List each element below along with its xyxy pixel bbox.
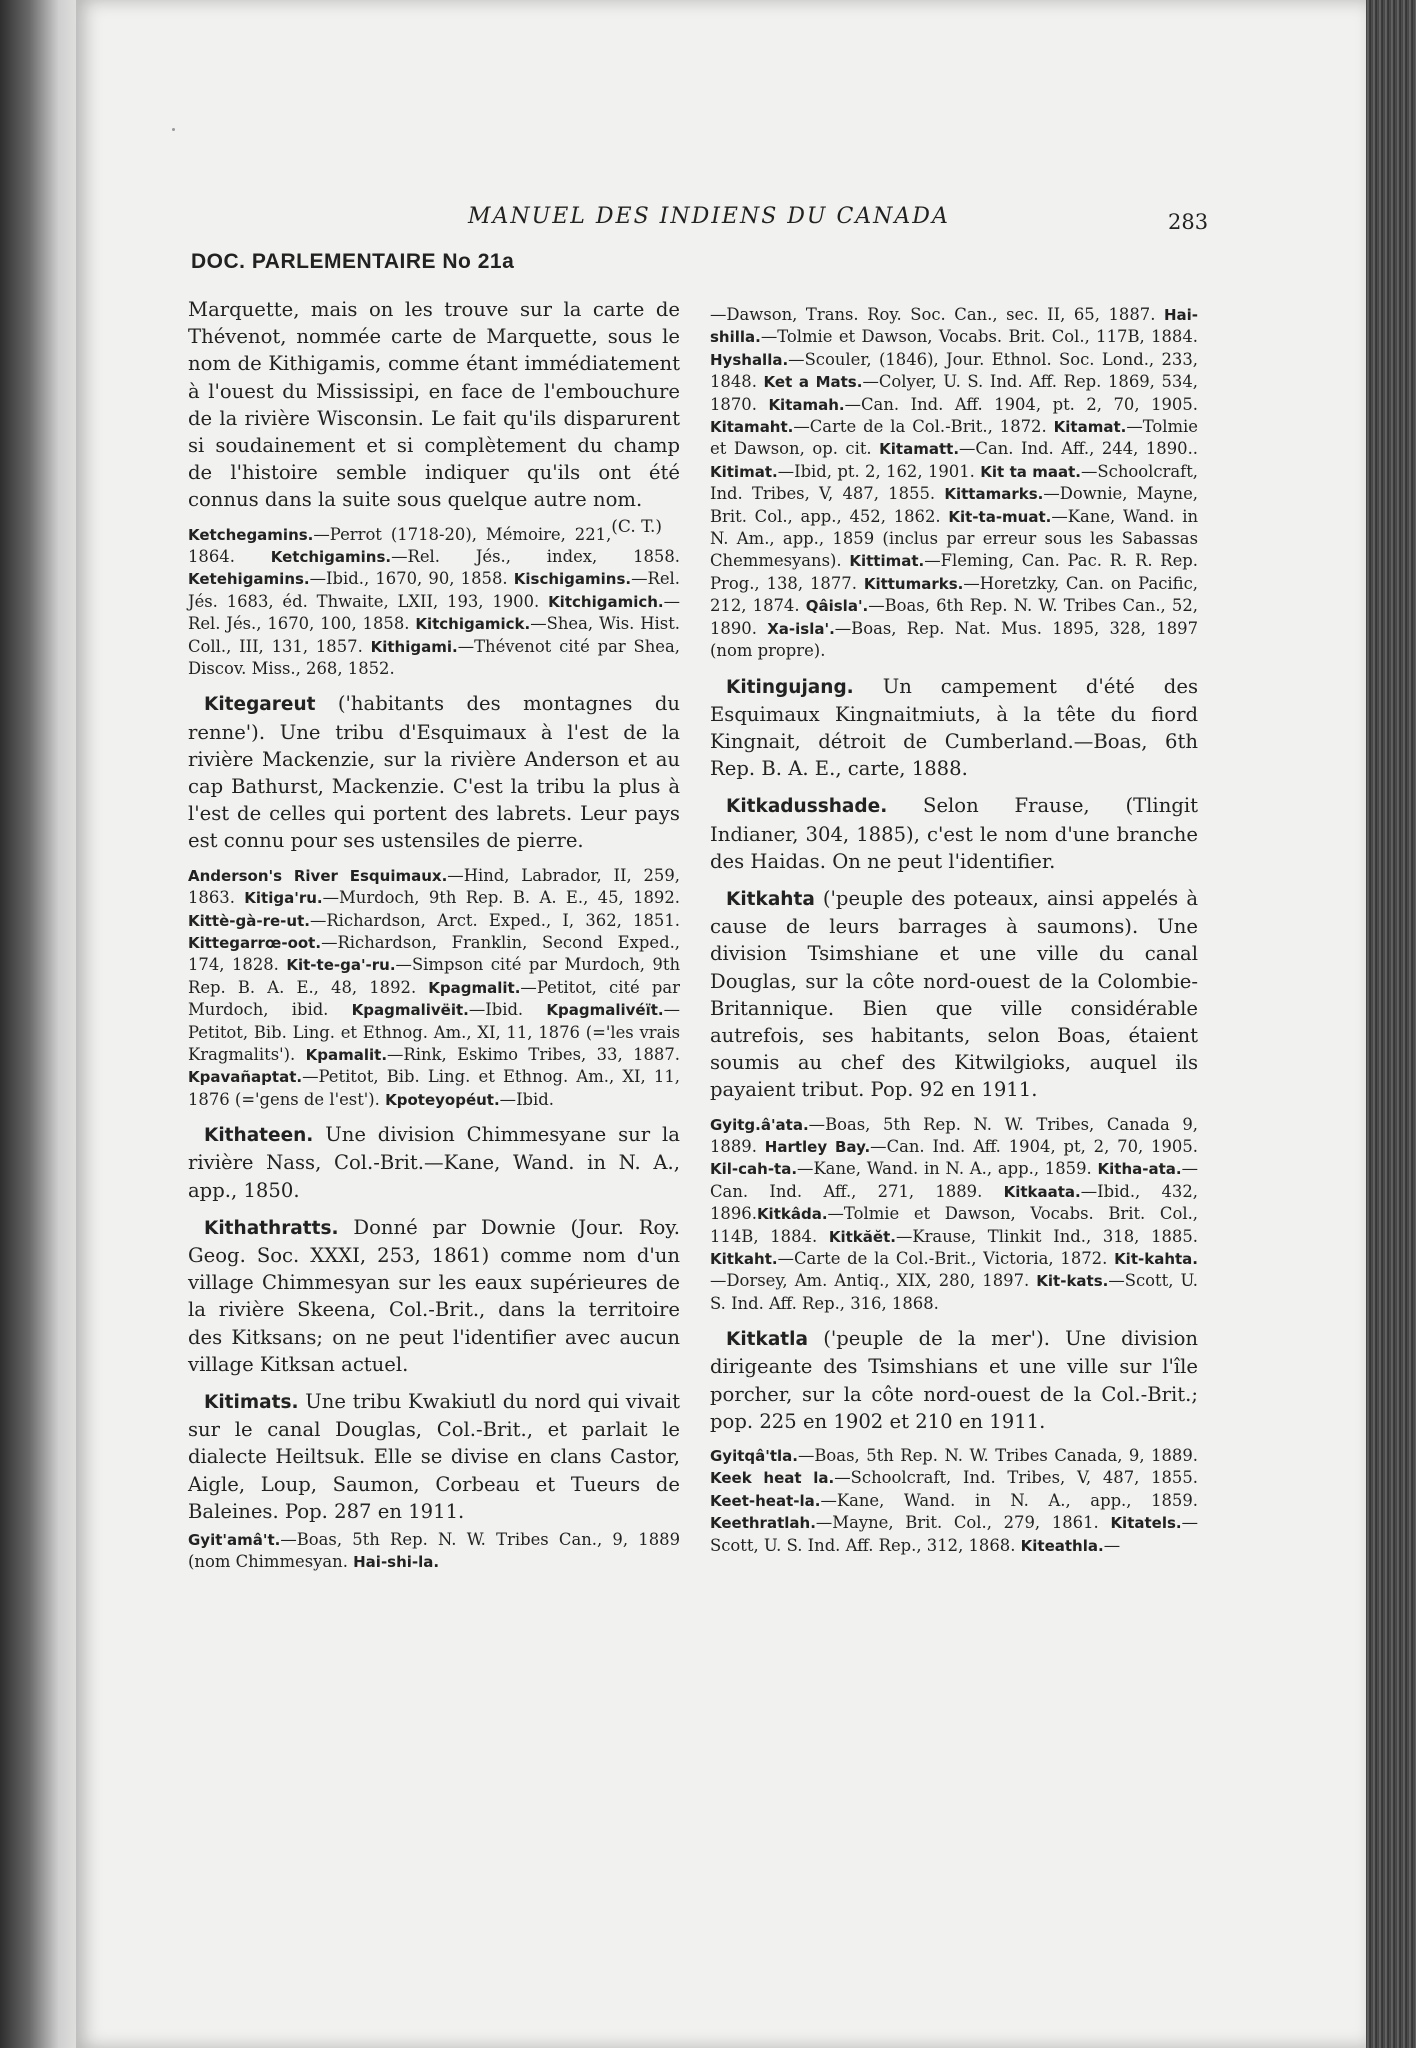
synonym-name: Kitchigamich.	[548, 592, 664, 611]
synonym-name: Hartley Bay.	[764, 1137, 871, 1156]
synonym-name: Kitchigamick.	[415, 615, 531, 634]
synonym-name: Kittimat.	[849, 552, 925, 571]
book-spine-shadow	[0, 0, 84, 2048]
synonym-citation: —Schoolcraft, Ind. Tribes, V, 487, 1855.	[710, 461, 1198, 504]
synonym-name: Kitkăĕt.	[828, 1227, 896, 1246]
synonym-citation: —Richardson, Franklin, Second Exped., 174, 1828.	[188, 932, 680, 975]
synonym-name: Kitamatt.	[879, 440, 960, 459]
synonym-citation: —Scott, U. S. Ind. Aff. Rep., 312, 1868.	[710, 1513, 1198, 1555]
right-column	[710, 304, 1198, 1567]
synonym-citation: —	[1103, 1535, 1121, 1555]
entry-text: ('peuple des poteaux, ainsi appelés à cause de leurs barrages à saumons). Une division Tsimshiane et une ville du canal Douglas, sur la côte nord-ouest de la Colombie-Britannique. Bien que ville considérable autrefois, ses habitants, selon Boas, étaient soumis au chef des Kitwilgioks, auquel ils payaient tribut. Pop. 92 en 1911.	[710, 886, 1198, 1102]
entry-kitkatla	[710, 1325, 1198, 1435]
synonym-citation: —Shea, Wis. Hist. Coll., III, 131, 1857.	[188, 614, 680, 656]
running-title: MANUEL DES INDIENS DU CANADA	[468, 204, 950, 229]
synonym-citation: —Can. Ind. Aff., 244, 1890..	[959, 439, 1198, 459]
synonym-citation: —Dawson, Trans. Roy. Soc. Can., sec. II, 65, 1887.	[710, 305, 1164, 324]
synonym-citation: —Can. Ind. Aff. 1904, pt, 2, 70, 1905.	[870, 1136, 1198, 1156]
synonym-citation: —Tolmie et Dawson, Vocabs. Brit. Col., 117B, 1884.	[760, 327, 1198, 347]
entry-headword: Kitkahta	[726, 888, 815, 910]
synonymy-block	[710, 1114, 1198, 1316]
synonym-citation: —Downie, Mayne, Brit. Col., app., 452, 1862.	[710, 484, 1198, 526]
synonym-citation: —Kane, Wand. in N. A., app., 1859.	[797, 1159, 1098, 1179]
entry-headword: Kithateen.	[204, 1125, 314, 1147]
synonym-citation: —Kane, Wand. in N. Am., app., 1859 (inclus par erreur sous les Sabassas Chemmesyans).	[710, 506, 1198, 571]
entry-headword: Kithathratts.	[204, 1217, 339, 1239]
synonym-citation: —Boas, 5th Rep. N. W. Tribes Canada, 9, 1889.	[798, 1446, 1198, 1466]
synonym-citation: —Can. Ind. Aff., 271, 1889.	[710, 1159, 1198, 1201]
synonym-citation: —Colyer, U. S. Ind. Aff. Rep. 1869, 534, 1870.	[710, 372, 1198, 414]
synonym-citation: —Ibid, pt. 2, 162, 1901.	[777, 461, 981, 481]
synonym-citation: —Carte de la Col.-Brit., 1872.	[793, 417, 1054, 437]
entry-kitegareut	[188, 690, 680, 854]
continuation-text: Marquette, mais on les trouve sur la carte de Thévenot, nommée carte de Marquette, sous le nom de Kithigamis, comme étant immédiatement à l'ouest du Mississipi, en face de l'embouchure de la rivière Wisconsin. Le fait qu'ils disparurent si soudainement et si complètement du champ de l'histoire semble indiquer qu'ils ont été connus dans la suite sous quelque autre nom.	[188, 298, 680, 512]
synonym-name: Kit-te-ga'-ru.	[286, 956, 396, 975]
synonym-citation: —Horetzky, Can. on Pacific, 212, 1874.	[710, 573, 1198, 616]
synonym-name: Kpavañaptat.	[188, 1068, 303, 1087]
entry-text: ('peuple de la mer'). Une division dirigeante des Tsimshians et une ville sur l'île porcher, sur la côte nord-ouest de la Col.-Brit.; pop. 225 en 1902 et 210 en 1911.	[710, 1327, 1198, 1433]
entry-text: Une division Chimmesyane sur la rivière Nass, Col.-Brit.—Kane, Wand. in N. A., app., 1850.	[188, 1123, 680, 1202]
synonym-citation: —Rel. Jés. 1683, éd. Thwaite, LXII, 193, 1900.	[188, 569, 680, 611]
synonym-citation: —Tolmie et Dawson, Vocabs. Brit. Col., 114B, 1884.	[710, 1204, 1198, 1246]
speck-mark	[172, 128, 175, 131]
synonym-name: Kischigamins.	[513, 570, 632, 589]
synonymy-block	[188, 865, 680, 1111]
entry-text: Une tribu Kwakiutl du nord qui vivait sur le canal Douglas, Col.-Brit., et parlait le dialecte Heiltsuk. Elle se divise en clans Castor, Aigle, Loup, Saumon, Corbeau et Tueurs de Baleines. Pop. 287 en 1911.	[188, 1389, 680, 1523]
synonym-citation: —Hind, Labrador, II, 259, 1863.	[188, 865, 680, 908]
synonym-name: Keethratlah.	[710, 1514, 816, 1533]
entry-headword: Kitingujang.	[726, 676, 854, 698]
synonym-name: Kitamah.	[768, 395, 845, 414]
entry-text: Donné par Downie (Jour. Roy. Geog. Soc. XXXI, 253, 1861) comme nom d'un village Chimmesyan sur les eaux supérieures de la rivière Skeena, Col.-Brit., dans la territoire des Kitksans; on ne peut l'identifier avec aucun village Kitksan actuel.	[188, 1215, 680, 1376]
entry-headword: Kitkatla	[726, 1329, 808, 1351]
synonymy-block	[188, 524, 680, 681]
synonym-name: Kiteathla.	[1020, 1536, 1104, 1555]
synonym-citation: —Boas, Rep. Nat. Mus. 1895, 328, 1897 (nom propre).	[710, 618, 1199, 661]
synonym-name: Ket a Mats.	[763, 373, 863, 392]
synonym-name: Kil-cah-ta.	[710, 1160, 798, 1179]
synonym-citation: —Fleming, Can. Pac. R. R. Rep. Prog., 138, 1877.	[710, 551, 1199, 593]
synonym-citation: —Boas, 6th Rep. N. W. Tribes Can., 52, 1890.	[710, 596, 1198, 638]
synonym-citation: —Ibid., 1670, 90, 1858.	[309, 569, 514, 589]
entry-text: ('habitants des montagnes du renne'). Une tribu d'Esquimaux à l'est de la rivière Mackenzie, sur la rivière Anderson et au cap Bathurst, Mackenzie. C'est la tribu la plus à l'est de celles qui portent des labrets. Leur pays est connu pour ses ustensiles de pierre.	[188, 692, 680, 853]
synonym-citation: —Ibid., 432, 1896.	[710, 1181, 1199, 1224]
synonym-name: Kitatels.	[1110, 1514, 1182, 1533]
entry-kithateen	[188, 1121, 680, 1204]
synonym-name: Kpamalit.	[305, 1045, 388, 1064]
synonym-name: Gyit'amâ't.	[188, 1531, 281, 1549]
synonym-name: Kitiga'ru.	[244, 889, 323, 908]
synonym-name: Kitkaata.	[1003, 1182, 1081, 1201]
entry-kitkahta	[710, 885, 1198, 1104]
synonym-name: Kit-kats.	[1036, 1272, 1109, 1291]
synonym-name: Ketchegamins.	[188, 525, 314, 544]
synonym-citation: —Ibid.	[499, 1089, 554, 1109]
synonym-citation: —Perrot (1718-20), Mémoire, 221, 1864.	[188, 524, 612, 567]
synonym-citation: —Carte de la Col.-Brit., Victoria, 1872.	[777, 1248, 1115, 1268]
synonym-name: Anderson's River Esquimaux.	[188, 866, 448, 885]
synonym-name: Kitkaht.	[710, 1249, 778, 1268]
synonym-citation: —Dorsey, Am. Antiq., XIX, 280, 1897.	[710, 1271, 1037, 1291]
synonym-citation: —Thévenot cité par Shea, Discov. Miss., 268, 1852.	[188, 636, 680, 679]
synonym-citation: —Schoolcraft, Ind. Tribes, V, 487, 1855.	[834, 1468, 1198, 1488]
synonym-name: Kpoteyopéut.	[385, 1090, 500, 1109]
synonym-name: Kpagmalit.	[428, 978, 521, 997]
synonym-name: Kitha-ata.	[1097, 1160, 1182, 1179]
synonym-name: Xa-isla'.	[767, 619, 835, 638]
author-initials: (C. T.)	[611, 516, 662, 537]
synonym-name: Kittamarks.	[944, 485, 1044, 504]
entry-kitingujang	[710, 673, 1198, 783]
synonym-name: Kitamat.	[1053, 418, 1127, 437]
entry-kitimats	[188, 1388, 680, 1525]
synonym-citation: —Kane, Wand. in N. A., app., 1859.	[820, 1490, 1198, 1510]
synonym-name: Kittè-gà-re-ut.	[188, 911, 310, 930]
synonym-citation: —Boas, 5th Rep. N. W. Tribes, Canada 9, 1889.	[710, 1114, 1198, 1156]
page-number: 283	[1168, 210, 1209, 234]
synonym-citation: —Simpson cité par Murdoch, 9th Rep. B. A. E., 48, 1892.	[188, 955, 680, 997]
synonym-name: Hai-shi-la.	[353, 1553, 440, 1572]
synonym-citation: —Rel. Jés., 1670, 100, 1858.	[188, 591, 680, 634]
synonym-citation: —Murdoch, 9th Rep. B. A. E., 45, 1892.	[322, 888, 680, 908]
synonym-name: Ketehigamins.	[188, 570, 310, 589]
synonym-name: Kitamaht.	[710, 418, 794, 437]
synonym-name: Gyitqâ'tla.	[710, 1447, 798, 1466]
synonym-name: Gyitg.â'ata.	[710, 1115, 809, 1134]
synonym-citation: —Petitot, Bib. Ling. et Ethnog. Am., XI, 11, 1876 (='gens de l'est').	[188, 1067, 680, 1109]
synonym-name: Keet-heat-la.	[710, 1491, 821, 1510]
synonym-citation: —Richardson, Arct. Exped., I, 362, 1851.	[309, 910, 680, 930]
synonym-name: Keek heat la.	[710, 1469, 835, 1488]
synonymy-block	[710, 1445, 1198, 1557]
synonym-citation: —Boas, 5th Rep. N. W. Tribes Can., 9, 1889 (nom Chimmesyan.	[188, 1530, 680, 1572]
entry-headword: Kitegareut	[204, 694, 316, 716]
entry-headword: Kitkadusshade.	[726, 796, 888, 818]
synonym-name: Kit-ta-muat.	[948, 507, 1052, 526]
synonym-citation: —Krause, Tlinkit Ind., 318, 1885.	[895, 1226, 1198, 1246]
entry-headword: Kitimats.	[204, 1391, 299, 1413]
synonym-name: Kpagmalivëit.	[351, 1001, 469, 1020]
synonym-citation: —Scouler, (1846), Jour. Ethnol. Soc. Lond., 233, 1848.	[710, 349, 1198, 392]
synonymy-block	[710, 304, 1198, 663]
synonym-name: Kit-kahta.	[1114, 1249, 1198, 1268]
synonym-name: Kpagmalivéït.	[546, 1001, 664, 1020]
synonym-citation: —Mayne, Brit. Col., 279, 1861.	[815, 1513, 1111, 1533]
synonym-name: Hyshalla.	[710, 350, 789, 369]
entry-text: Selon Frause, (Tlingit Indianer, 304, 1885), c'est le nom d'une branche des Haidas. On ne peut l'identifier.	[710, 794, 1198, 873]
page-edges	[1366, 0, 1416, 2048]
synonym-name: Qâisla'.	[805, 597, 869, 616]
entry-text: Un campement d'été des Esquimaux Kingnaitmiuts, à la tête du fiord Kingnait, détroit de Cumberland.—Boas, 6th Rep. B. A. E., carte, 1888.	[710, 674, 1198, 781]
synonym-name: Kitimat.	[710, 462, 778, 481]
entry-kithathratts	[188, 1214, 680, 1378]
synonym-name: Kittegarrœ-oot.	[188, 933, 322, 952]
synonym-citation: —Rink, Eskimo Tribes, 33, 1887.	[387, 1044, 680, 1064]
synonym-citation: —Petitot, Bib. Ling. et Ethnog. Am., XI, 11, 1876 (='les vrais Kragmalits').	[188, 1000, 680, 1064]
synonym-name: Kithigami.	[370, 637, 458, 656]
synonym-name: Ketchigamins.	[270, 548, 392, 567]
synonym-citation: —Petitot, cité par Murdoch, ibid.	[188, 977, 680, 1020]
synonym-citation: —Can. Ind. Aff. 1904, pt. 2, 70, 1905.	[844, 394, 1198, 414]
synonym-name: Hai-shilla.	[710, 306, 1198, 347]
synonym-name: Kittumarks.	[863, 574, 964, 593]
synonym-name: Kitkâda.	[756, 1205, 828, 1224]
synonym-citation: —Ibid.	[468, 1000, 547, 1020]
synonym-name: Kit ta maat.	[980, 462, 1082, 481]
synonym-citation: —Tolmie et Dawson, op. cit.	[710, 417, 1198, 459]
entry-kitkadusshade	[710, 792, 1198, 875]
synonym-citation: —Rel. Jés., index, 1858.	[391, 547, 680, 567]
synonym-citation: —Scott, U. S. Ind. Aff. Rep., 316, 1868.	[710, 1271, 1199, 1313]
synonymy-block	[188, 1529, 680, 1574]
document-label: DOC. PARLEMENTAIRE No 21a	[191, 250, 515, 273]
left-column	[188, 296, 680, 1584]
